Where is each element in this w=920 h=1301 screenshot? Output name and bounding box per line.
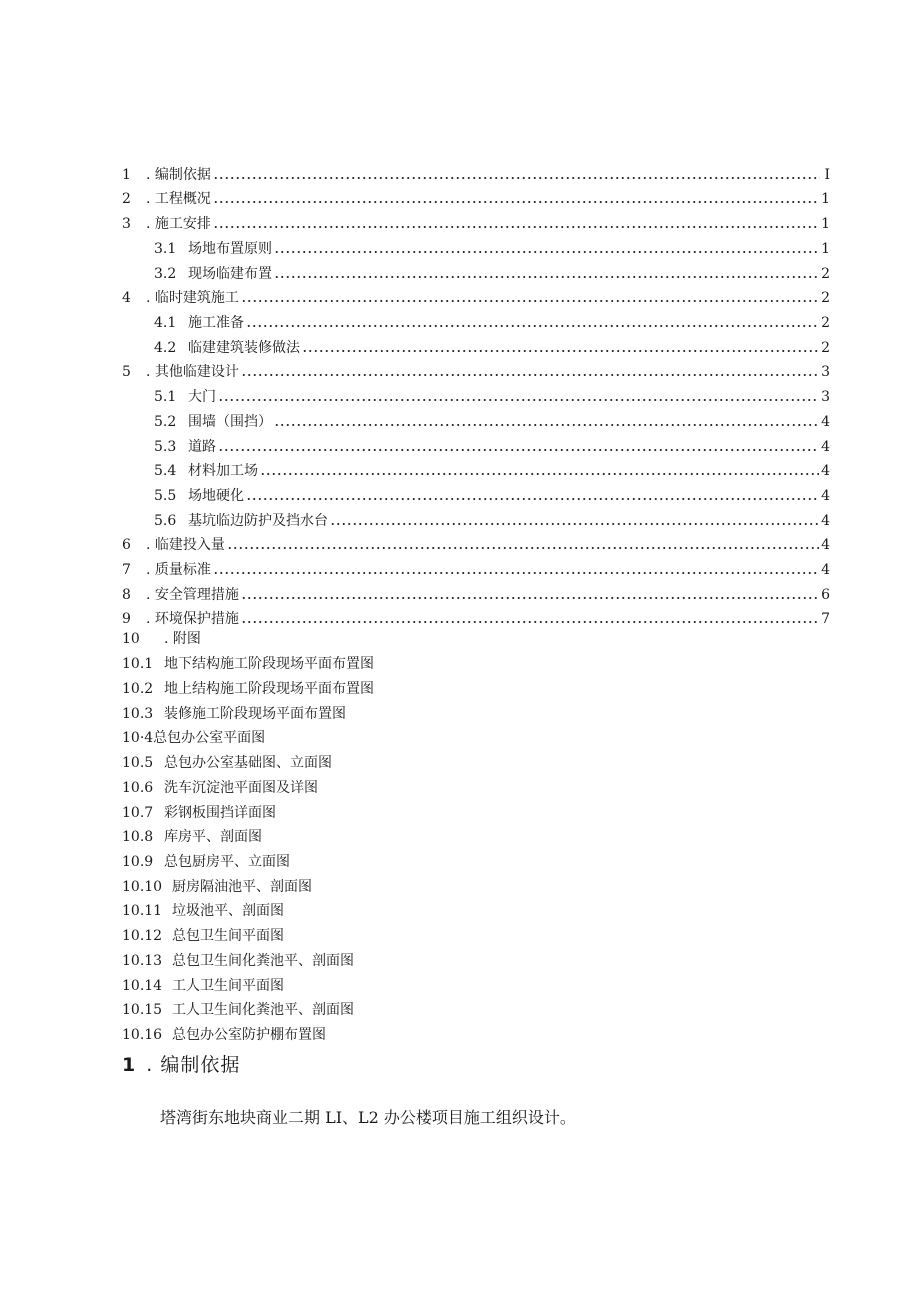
toc-leader-dots [213, 570, 819, 576]
appendix-entry-title: 洗车沉淀池平面图及详图 [164, 780, 318, 796]
toc-entry-page: 7 [821, 611, 830, 627]
toc-entry[interactable] [154, 261, 830, 283]
toc-entry-title: . 安全管理措施 [146, 587, 239, 603]
toc-entry-page: 2 [821, 315, 830, 331]
appendix-entry[interactable] [122, 802, 276, 824]
toc-entry-title: . 质量标准 [146, 562, 211, 578]
toc-entry-number: 5.2 [154, 414, 177, 430]
appendix-entry-number: 10.16 [122, 1027, 163, 1043]
toc-entry[interactable] [154, 384, 830, 406]
toc-entry-number: 5.4 [154, 463, 177, 479]
appendix-entry-title: . 附图 [164, 631, 201, 647]
appendix-entry-number: 10.8 [122, 829, 154, 845]
toc-entry-number: 3.1 [154, 241, 177, 257]
toc-entry[interactable] [154, 310, 830, 332]
toc-entry[interactable] [154, 483, 830, 505]
toc-entry-number: 5.5 [154, 488, 177, 504]
toc-leader-dots [213, 175, 820, 181]
toc-entry-number: 4 [122, 290, 131, 306]
toc-entry-title: 施工准备 [188, 315, 244, 331]
appendix-entry[interactable] [122, 628, 201, 650]
toc-entry-page: 4 [821, 513, 830, 529]
appendix-entry-title: 库房平、剖面图 [164, 829, 262, 845]
toc-entry[interactable] [154, 458, 830, 480]
toc-entry-number: 8 [122, 587, 131, 603]
appendix-entry[interactable] [122, 851, 290, 873]
toc-leader-dots [227, 545, 819, 551]
toc-entry[interactable] [154, 335, 830, 357]
toc-entry-page: 2 [821, 266, 830, 282]
toc-entry-title: 围墙（围挡） [188, 414, 272, 430]
toc-entry-number: 5.1 [154, 389, 177, 405]
toc-entry-page: 1 [821, 241, 830, 257]
appendix-entry[interactable] [122, 1024, 326, 1046]
appendix-entry-number: 10.9 [122, 854, 154, 870]
appendix-entry[interactable] [122, 777, 318, 799]
toc-entry-page: 2 [821, 340, 830, 356]
appendix-entry-number: 10.2 [122, 681, 154, 697]
toc-entry-title: . 工程概况 [146, 191, 211, 207]
appendix-entry-title: 总包办公室平面图 [153, 730, 266, 746]
appendix-entry-number: 10.6 [122, 780, 154, 796]
toc-entry-title: . 编制依据 [146, 167, 211, 183]
toc-entry-number: 5.6 [154, 513, 177, 529]
toc-entry[interactable] [122, 211, 830, 233]
appendix-entry-number: 10.15 [122, 1002, 163, 1018]
toc-entry-title: . 其他临建设计 [146, 364, 239, 380]
appendix-entry-title: 装修施工阶段现场平面布置图 [164, 706, 346, 722]
toc-entry[interactable] [154, 409, 830, 431]
appendix-entry-title: 工人卫生间化粪池平、剖面图 [172, 1002, 354, 1018]
toc-entry-page: 2 [821, 290, 830, 306]
toc-leader-dots [218, 447, 819, 453]
toc-leader-dots [330, 521, 819, 527]
toc-leader-dots [274, 422, 819, 428]
appendix-entry-number: 10.3 [122, 706, 154, 722]
toc-leader-dots [246, 323, 819, 329]
appendix-entry-title: 总包卫生间化粪池平、剖面图 [172, 953, 354, 969]
toc-entry[interactable] [122, 606, 830, 628]
appendix-entry-number: 10.10 [122, 879, 163, 895]
toc-entry-page: 4 [821, 439, 830, 455]
toc-entry-number: 5 [122, 364, 131, 380]
toc-entry[interactable] [122, 582, 830, 604]
appendix-entry-title: 总包办公室基础图、立面图 [164, 755, 332, 771]
appendix-entry[interactable] [122, 826, 262, 848]
toc-entry-title: . 临建投入量 [146, 537, 225, 553]
toc-leader-dots [241, 619, 819, 625]
toc-entry-number: 7 [122, 562, 131, 578]
appendix-entry-number: 10.13 [122, 953, 163, 969]
appendix-entry-title: 彩钢板围挡详面图 [164, 805, 276, 821]
appendix-entry[interactable] [122, 876, 312, 898]
toc-leader-dots [218, 397, 819, 403]
toc-entry-title: 场地硬化 [188, 488, 244, 504]
appendix-entry-number: 10.14 [122, 978, 163, 994]
toc-entry-page: 1 [821, 216, 830, 232]
appendix-entry[interactable] [122, 653, 374, 675]
toc-entry-page: 4 [821, 537, 830, 553]
toc-entry-number: 6 [122, 537, 131, 553]
section-heading-title: . 编制依据 [146, 1054, 241, 1076]
toc-entry[interactable] [122, 285, 830, 307]
toc-entry-number: 2 [122, 191, 131, 207]
appendix-entry[interactable] [122, 950, 354, 972]
toc-entry-number: 3.2 [154, 266, 177, 282]
toc-entry-page: 4 [821, 463, 830, 479]
toc-entry[interactable] [154, 508, 830, 530]
appendix-entry-number: 10.5 [122, 755, 154, 771]
appendix-entry-title: 总包厨房平、立面图 [164, 854, 290, 870]
toc-entry-title: 道路 [188, 439, 216, 455]
toc-entry-title: 材料加工场 [188, 463, 258, 479]
toc-entry-page: 4 [821, 414, 830, 430]
toc-entry-number: 9 [122, 611, 131, 627]
section-heading [122, 1052, 240, 1078]
toc-entry[interactable] [122, 162, 830, 184]
toc-leader-dots [241, 298, 819, 304]
appendix-entry[interactable] [122, 925, 284, 947]
toc-entry-page: 3 [821, 364, 830, 380]
appendix-entry[interactable] [122, 703, 346, 725]
toc-leader-dots [274, 249, 819, 255]
toc-leader-dots [274, 274, 819, 280]
appendix-entry-title: 总包卫生间平面图 [172, 928, 284, 944]
appendix-entry[interactable] [122, 752, 332, 774]
toc-entry-page: 4 [821, 562, 830, 578]
toc-entry[interactable] [154, 236, 830, 258]
toc-entry-page: 4 [821, 488, 830, 504]
toc-entry-page: 3 [821, 389, 830, 405]
appendix-entry-title: 垃圾池平、剖面图 [172, 903, 284, 919]
toc-entry[interactable] [154, 434, 830, 456]
toc-entry[interactable] [122, 557, 830, 579]
appendix-entry[interactable] [122, 900, 284, 922]
section-heading-number: 1 [122, 1054, 137, 1076]
toc-entry-number: 3 [122, 216, 131, 232]
toc-leader-dots [213, 199, 819, 205]
appendix-entry[interactable] [122, 678, 374, 700]
toc-entry-number: 1 [122, 167, 131, 183]
toc-entry-title: 现场临建布置 [188, 266, 272, 282]
toc-entry-page: 6 [821, 587, 830, 603]
toc-entry-title: . 临时建筑施工 [146, 290, 239, 306]
toc-leader-dots [241, 372, 819, 378]
appendix-entry-title: 地上结构施工阶段现场平面布置图 [164, 681, 374, 697]
toc-entry-title: . 环境保护措施 [146, 611, 239, 627]
toc-entry[interactable] [122, 359, 830, 381]
appendix-entry-number: 10.12 [122, 928, 163, 944]
toc-entry-number: 4.1 [154, 315, 177, 331]
toc-entry[interactable] [122, 186, 830, 208]
toc-entry[interactable] [122, 532, 830, 554]
toc-entry-title: 临建建筑装修做法 [188, 340, 300, 356]
appendix-entry-title: 厨房隔油池平、剖面图 [172, 879, 312, 895]
appendix-entry-number: 10.7 [122, 805, 154, 821]
appendix-entry-title: 地下结构施工阶段现场平面布置图 [164, 656, 374, 672]
toc-leader-dots [302, 348, 819, 354]
toc-leader-dots [260, 471, 819, 477]
appendix-entry-title: 工人卫生间平面图 [172, 978, 284, 994]
body-paragraph: 塔湾街东地块商业二期 LI、L2 办公楼项目施工组织设计。 [160, 1108, 576, 1127]
toc-leader-dots [241, 595, 819, 601]
appendix-entry[interactable] [122, 999, 354, 1021]
appendix-entry-number: 10·4 [122, 730, 154, 746]
appendix-entry[interactable] [122, 975, 284, 997]
toc-entry-number: 4.2 [154, 340, 177, 356]
toc-entry-number: 5.3 [154, 439, 177, 455]
appendix-entry[interactable] [122, 727, 265, 749]
toc-entry-title: 大门 [188, 389, 216, 405]
toc-entry-title: . 施工安排 [146, 216, 211, 232]
appendix-entry-number: 10.1 [122, 656, 154, 672]
toc-entry-page: 1 [821, 191, 830, 207]
toc-entry-page: I [824, 167, 830, 183]
toc-leader-dots [213, 224, 819, 230]
appendix-entry-title: 总包办公室防护棚布置图 [172, 1027, 326, 1043]
toc-entry-title: 基坑临边防护及挡水台 [188, 513, 328, 529]
toc-entry-title: 场地布置原则 [188, 241, 272, 257]
appendix-entry-number: 10 [122, 631, 140, 647]
appendix-entry-number: 10.11 [122, 903, 163, 919]
toc-leader-dots [246, 496, 819, 502]
